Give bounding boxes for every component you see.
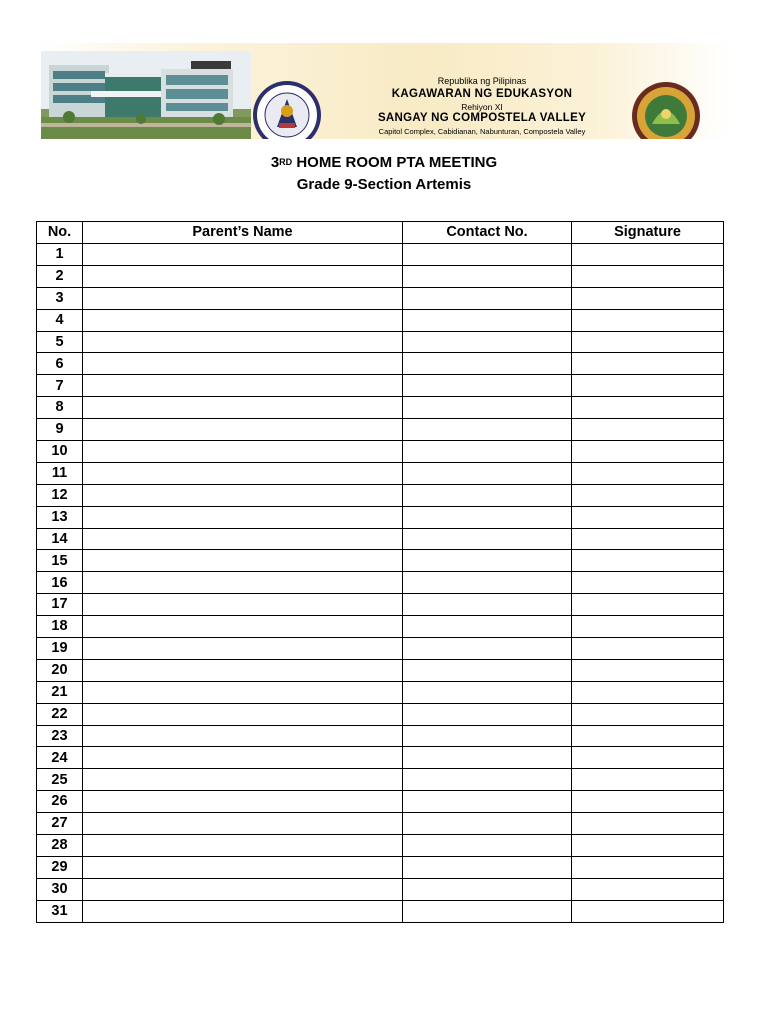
parent-name-cell[interactable] xyxy=(83,835,403,857)
signature-cell[interactable] xyxy=(572,572,724,594)
col-header-no: No. xyxy=(37,222,83,244)
table-row xyxy=(37,265,724,287)
contact-no-cell[interactable] xyxy=(403,484,572,506)
signature-cell[interactable] xyxy=(572,353,724,375)
table-row xyxy=(37,900,724,922)
contact-no-cell[interactable] xyxy=(403,638,572,660)
parent-name-cell[interactable] xyxy=(83,856,403,878)
signature-cell[interactable] xyxy=(572,878,724,900)
row-number: 14 xyxy=(37,528,83,550)
signature-cell[interactable] xyxy=(572,375,724,397)
row-number: 23 xyxy=(37,725,83,747)
title-meeting: HOME ROOM PTA MEETING xyxy=(296,154,498,171)
table-row xyxy=(37,484,724,506)
parent-name-cell[interactable] xyxy=(83,244,403,266)
table-row xyxy=(37,769,724,791)
row-number: 31 xyxy=(37,900,83,922)
table-row xyxy=(37,594,724,616)
contact-no-cell[interactable] xyxy=(403,506,572,528)
table-row xyxy=(37,616,724,638)
parent-name-cell[interactable] xyxy=(83,375,403,397)
contact-no-cell[interactable] xyxy=(403,550,572,572)
letterhead-banner xyxy=(37,43,731,139)
row-number: 9 xyxy=(37,419,83,441)
row-number: 24 xyxy=(37,747,83,769)
signature-cell[interactable] xyxy=(572,484,724,506)
signature-cell[interactable] xyxy=(572,725,724,747)
title-line-2: Grade 9-Section Artemis xyxy=(296,176,472,193)
row-number: 18 xyxy=(37,616,83,638)
row-number: 27 xyxy=(37,813,83,835)
table-row xyxy=(37,375,724,397)
table-row xyxy=(37,703,724,725)
contact-no-cell[interactable] xyxy=(403,287,572,309)
signature-cell[interactable] xyxy=(572,594,724,616)
parent-name-cell[interactable] xyxy=(83,681,403,703)
table-row xyxy=(37,419,724,441)
signature-cell[interactable] xyxy=(572,244,724,266)
signature-cell[interactable] xyxy=(572,331,724,353)
row-number: 1 xyxy=(37,244,83,266)
letterhead-text xyxy=(337,77,627,135)
table-row xyxy=(37,550,724,572)
contact-no-cell[interactable] xyxy=(403,616,572,638)
parent-name-cell[interactable] xyxy=(83,616,403,638)
department-label: KAGAWARAN NG EDUKASYON xyxy=(391,88,573,100)
contact-no-cell[interactable] xyxy=(403,878,572,900)
parent-name-cell[interactable] xyxy=(83,309,403,331)
signature-cell[interactable] xyxy=(572,287,724,309)
row-number: 4 xyxy=(37,309,83,331)
contact-no-cell[interactable] xyxy=(403,441,572,463)
contact-no-cell[interactable] xyxy=(403,244,572,266)
signature-cell[interactable] xyxy=(572,835,724,857)
table-row xyxy=(37,878,724,900)
contact-no-cell[interactable] xyxy=(403,703,572,725)
contact-no-cell[interactable] xyxy=(403,791,572,813)
signature-cell[interactable] xyxy=(572,856,724,878)
row-number: 26 xyxy=(37,791,83,813)
row-number: 10 xyxy=(37,441,83,463)
contact-no-cell[interactable] xyxy=(403,725,572,747)
contact-no-cell[interactable] xyxy=(403,835,572,857)
signature-cell[interactable] xyxy=(572,506,724,528)
contact-no-cell[interactable] xyxy=(403,353,572,375)
table-row xyxy=(37,244,724,266)
row-number: 19 xyxy=(37,638,83,660)
parent-name-cell[interactable] xyxy=(83,528,403,550)
row-number: 17 xyxy=(37,594,83,616)
table-row xyxy=(37,681,724,703)
division-label: SANGAY NG COMPOSTELA VALLEY xyxy=(377,112,587,124)
row-number: 13 xyxy=(37,506,83,528)
signature-cell[interactable] xyxy=(572,747,724,769)
parent-name-cell[interactable] xyxy=(83,331,403,353)
table-row xyxy=(37,309,724,331)
table-body xyxy=(37,244,724,923)
parent-name-cell[interactable] xyxy=(83,550,403,572)
contact-no-cell[interactable] xyxy=(403,462,572,484)
contact-no-cell[interactable] xyxy=(403,813,572,835)
signature-cell[interactable] xyxy=(572,265,724,287)
parent-name-cell[interactable] xyxy=(83,638,403,660)
contact-no-cell[interactable] xyxy=(403,747,572,769)
signature-cell[interactable] xyxy=(572,397,724,419)
parent-name-cell[interactable] xyxy=(83,769,403,791)
title-ordinal-suffix: RD xyxy=(279,157,293,167)
parent-name-cell[interactable] xyxy=(83,725,403,747)
table-row xyxy=(37,528,724,550)
signature-cell[interactable] xyxy=(572,441,724,463)
contact-no-cell[interactable] xyxy=(403,309,572,331)
table-row xyxy=(37,572,724,594)
parent-name-cell[interactable] xyxy=(83,703,403,725)
row-number: 25 xyxy=(37,769,83,791)
signature-cell[interactable] xyxy=(572,659,724,681)
signature-cell[interactable] xyxy=(572,813,724,835)
parent-name-cell[interactable] xyxy=(83,813,403,835)
table-header-row xyxy=(37,222,724,244)
signature-cell[interactable] xyxy=(572,528,724,550)
signature-cell[interactable] xyxy=(572,462,724,484)
row-number: 3 xyxy=(37,287,83,309)
parent-name-cell[interactable] xyxy=(83,419,403,441)
table-row xyxy=(37,506,724,528)
row-number: 7 xyxy=(37,375,83,397)
contact-no-cell[interactable] xyxy=(403,856,572,878)
row-number: 8 xyxy=(37,397,83,419)
table-row xyxy=(37,856,724,878)
row-number: 29 xyxy=(37,856,83,878)
signature-cell[interactable] xyxy=(572,703,724,725)
signature-cell[interactable] xyxy=(572,550,724,572)
row-number: 15 xyxy=(37,550,83,572)
contact-no-cell[interactable] xyxy=(403,900,572,922)
parent-name-cell[interactable] xyxy=(83,747,403,769)
parent-name-cell[interactable] xyxy=(83,397,403,419)
row-number: 11 xyxy=(37,462,83,484)
title-ordinal: 3 xyxy=(270,154,280,171)
parent-name-cell[interactable] xyxy=(83,484,403,506)
table-row xyxy=(37,397,724,419)
parent-name-cell[interactable] xyxy=(83,659,403,681)
row-number: 12 xyxy=(37,484,83,506)
signature-cell[interactable] xyxy=(572,769,724,791)
parent-name-cell[interactable] xyxy=(83,506,403,528)
contact-no-cell[interactable] xyxy=(403,419,572,441)
contact-no-cell[interactable] xyxy=(403,594,572,616)
parent-name-cell[interactable] xyxy=(83,878,403,900)
table-row xyxy=(37,835,724,857)
row-number: 2 xyxy=(37,265,83,287)
table-row xyxy=(37,725,724,747)
document-title xyxy=(0,152,768,196)
contact-no-cell[interactable] xyxy=(403,572,572,594)
table-row xyxy=(37,331,724,353)
division-seal-icon xyxy=(630,80,702,139)
signature-cell[interactable] xyxy=(572,638,724,660)
table-row xyxy=(37,791,724,813)
contact-no-cell[interactable] xyxy=(403,769,572,791)
row-number: 22 xyxy=(37,703,83,725)
title-line-1 xyxy=(0,152,768,174)
parent-name-cell[interactable] xyxy=(83,265,403,287)
signature-cell[interactable] xyxy=(572,791,724,813)
parent-name-cell[interactable] xyxy=(83,572,403,594)
deped-seal-icon xyxy=(251,79,323,139)
contact-no-cell[interactable] xyxy=(403,331,572,353)
table-row xyxy=(37,441,724,463)
row-number: 20 xyxy=(37,659,83,681)
row-number: 5 xyxy=(37,331,83,353)
school-building-image xyxy=(41,51,251,139)
contact-no-cell[interactable] xyxy=(403,528,572,550)
contact-no-cell[interactable] xyxy=(403,681,572,703)
parent-name-cell[interactable] xyxy=(83,462,403,484)
parent-name-cell[interactable] xyxy=(83,287,403,309)
republic-label: Republika ng Pilipinas xyxy=(437,76,527,86)
attendance-table xyxy=(36,221,724,923)
contact-no-cell[interactable] xyxy=(403,659,572,681)
region-label: Rehiyon XI xyxy=(461,101,503,112)
contact-no-cell[interactable] xyxy=(403,397,572,419)
table-row xyxy=(37,353,724,375)
row-number: 28 xyxy=(37,835,83,857)
contact-no-cell[interactable] xyxy=(403,375,572,397)
row-number: 21 xyxy=(37,681,83,703)
parent-name-cell[interactable] xyxy=(83,353,403,375)
row-number: 16 xyxy=(37,572,83,594)
signature-cell[interactable] xyxy=(572,681,724,703)
table-row xyxy=(37,462,724,484)
signature-cell[interactable] xyxy=(572,419,724,441)
col-header-contact-no: Contact No. xyxy=(403,222,572,244)
row-number: 30 xyxy=(37,878,83,900)
signature-cell[interactable] xyxy=(572,309,724,331)
parent-name-cell[interactable] xyxy=(83,791,403,813)
address-label: Capitol Complex, Cabidianan, Nabunturan, Compostela Valley xyxy=(378,126,586,136)
signature-cell[interactable] xyxy=(572,900,724,922)
col-header-signature: Signature xyxy=(572,222,724,244)
parent-name-cell[interactable] xyxy=(83,900,403,922)
table-row xyxy=(37,813,724,835)
parent-name-cell[interactable] xyxy=(83,594,403,616)
table-row xyxy=(37,747,724,769)
col-header-parent-name: Parent’s Name xyxy=(83,222,403,244)
signature-cell[interactable] xyxy=(572,616,724,638)
row-number: 6 xyxy=(37,353,83,375)
table-row xyxy=(37,638,724,660)
parent-name-cell[interactable] xyxy=(83,441,403,463)
table-row xyxy=(37,659,724,681)
table-row xyxy=(37,287,724,309)
contact-no-cell[interactable] xyxy=(403,265,572,287)
